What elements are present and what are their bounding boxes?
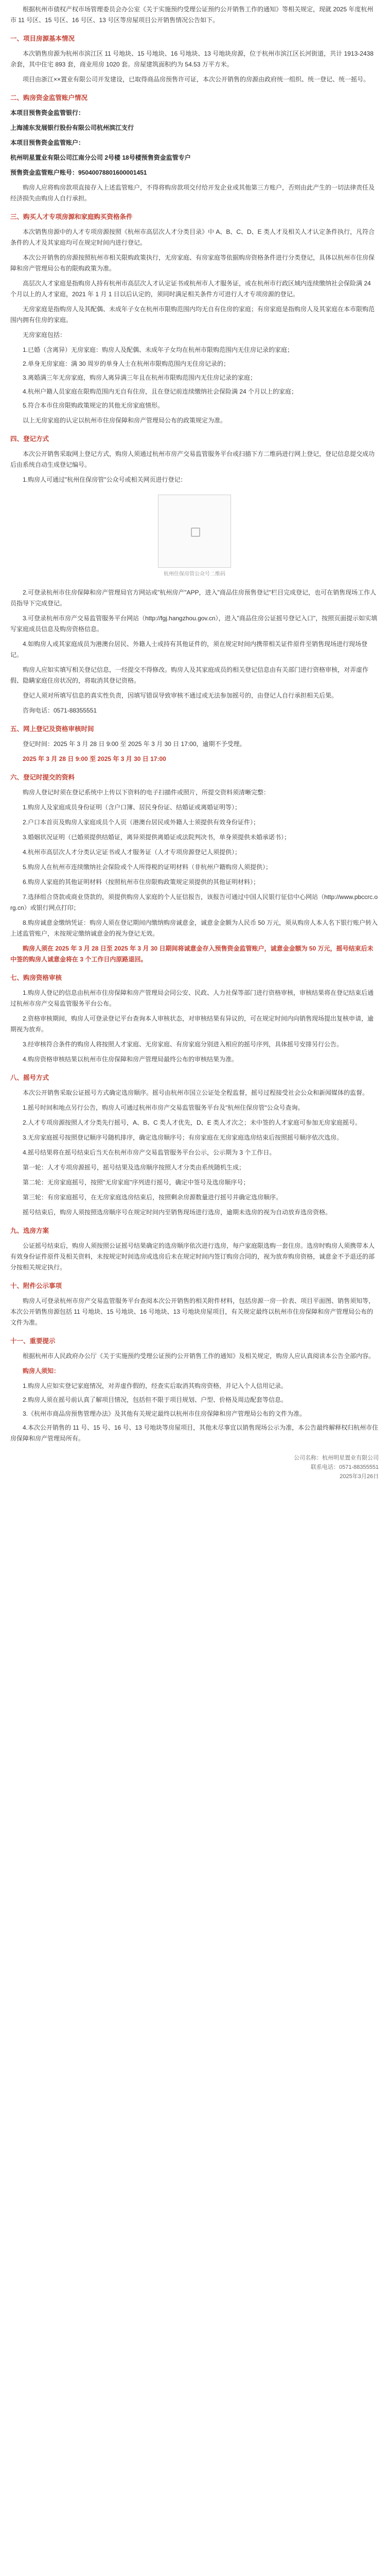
list-item: 4.本次公开销售的 11 号、15 号、16 号、13 号地块等房屋项目，其他未尽事宜以销售现场公示为准，本公告最终解释权归杭州市住房保障和房产管理局所有。: [10, 1424, 379, 1442]
section-5-para: 登记时间：2025 年 3 月 28 日 9:00 至 2025 年 3 月 30 日 17:00，逾期不予受理。: [23, 740, 246, 748]
section-7-para: 1.购房人登记的信息由杭州市住房保障和房产管理局会同公安、民政、人力社保等部门进行资格审核，审核结果将在登记结束后通过杭州市房产交易监管服务平台公布。: [10, 989, 374, 1007]
section-6-para: 7.选择组合贷款或商业贷款的，须提供购房人家庭的个人征信报告，该报告可通过中国人民银行征信中心网站（http://www.pbccrc.org.cn）或银行网点打印；: [10, 893, 378, 911]
section-2-note: 购房人应将购房款项直接存入上述监管账户，不得将购房款项交付给开发企业或其他第三方账户，否则由此产生的一切法律责任及经济损失由购房人自行承担。: [10, 184, 375, 202]
section-6-para: 1.购房人及家庭成员身份证明（含户口簿、居民身份证、结婚证或离婚证明等）；: [23, 804, 241, 811]
section-6-para: 购房人登记时须在登记系统中上传以下资料的电子扫描件或照片，所提交资料须清晰完整：: [23, 789, 270, 796]
section-4-para: 1.购房人可通过"杭州住保房管"公众号或相关网页进行登记：: [23, 476, 187, 483]
notice-list: [10, 1381, 379, 1444]
list-item: 1.购房人应如实登记家庭情况，对弄虚作假的，经查实后取消其购房资格，并记入个人信用记录。: [23, 1382, 288, 1389]
list-item: 1.已婚（含离异）无房家庭：购房人及配偶、未成年子女均在杭州市限购范围内无住房记录的家庭；: [23, 346, 294, 353]
section-11-title: 十一、重要提示: [10, 1337, 56, 1345]
no-house-family-list: [10, 345, 379, 411]
section-1-title: 一、项目房源基本情况: [10, 35, 75, 42]
section-10-para: 购房人可登录杭州市房产交易监管服务平台查阅本次公开销售的相关附件材料，包括房源一房一价表、项目平面图、销售须知等，本次公开销售房源包括 11 号地块、15 号地块、16 号地块、13 号地块房屋项目，有关规定最终以杭州市住房保障和房产管理局公布的文件为准。: [10, 1297, 375, 1326]
section-4-para: 登记人须对所填写信息的真实性负责，因填写错误导致审核不通过或无法参加摇号的，由登记人自行承担相关后果。: [23, 692, 338, 699]
section-8-para: 4.摇号结果将在摇号结束后当天在杭州市房产交易监管服务平台公示，公示期为 3 个工作日。: [23, 1149, 276, 1156]
section-4-para: 本次公开销售采取网上登记方式，购房人须通过杭州市房产交易监管服务平台或扫描下方二维码进行网上登记，登记信息提交成功后由系统自动生成登记编号。: [10, 450, 375, 468]
bank-name: 上海浦东发展银行股份有限公司杭州滨江支行: [10, 124, 134, 131]
account-label: 本项目预售资金监管账户：: [10, 139, 85, 146]
section-3-tail: 以上无房家庭的认定以杭州市住房保障和房产管理局公布的政策规定为准。: [23, 417, 227, 424]
section-4-para: 3.可登录杭州市房产交易监管服务平台网站（http://fgj.hangzhou.gov.cn），进入"商品住房公证摇号登记入口"，按照页面提示如实填写家庭成员信息及购房资格信息。: [10, 615, 378, 633]
list-item: 4.杭州户籍人员家庭在限购范围内无自有住房，且在登记前连续缴纳社会保险满 24 个月以上的家庭；: [23, 388, 298, 395]
section-8-title: 八、摇号方式: [10, 1074, 49, 1081]
section-9-title: 九、选房方案: [10, 1227, 49, 1234]
section-7-para: 2.资格审核期间，购房人可登录登记平台查询本人审核状态，对审核结果有异议的，可在规定时间内向销售现场提出复核申请，逾期视为放弃。: [10, 1015, 374, 1033]
section-8-para: 3.无房家庭摇号按照登记顺序号随机排序，确定选房顺序号；有房家庭在无房家庭选房结束后按照摇号顺序依次选房。: [23, 1134, 343, 1141]
section-3-list-title: 无房家庭包括：: [23, 331, 66, 338]
section-11-list-title: 购房人须知：: [23, 1367, 60, 1375]
section-9-para: 公证摇号结束后，购房人须按照公证摇号结果确定的选房顺序依次进行选房，每户家庭限选购一套住房。选房时购房人须携带本人有效身份证件原件及相关资料，未按规定时间选房或选房后未在规定时间内签订购房合同的，视为放弃购房资格，诚意金不予退还的部分按相关规定执行。: [10, 1242, 375, 1271]
section-4-para: 4.如购房人或其家庭成员为港澳台居民、外籍人士或持有其他证件的，须在规定时间内携带相关证件原件至销售现场进行现场登记。: [10, 640, 368, 658]
list-item: 2.购房人须在摇号前认真了解项目情况，包括但不限于项目规划、户型、价格及周边配套等信息。: [23, 1396, 288, 1403]
section-8-para: 第三轮：有房家庭摇号，在无房家庭选房结束后，按照剩余房源数量进行摇号并确定选房顺序。: [23, 1194, 282, 1201]
account-name: 杭州明星置业有限公司江南分公司 2号楼 18号楼预售资金监管专户: [10, 154, 191, 161]
section-6-para: 6.购房人家庭的其他证明材料（按照杭州市住房限购政策规定须提供的其他证明材料）；: [23, 878, 260, 886]
announcement-date: 2025年3月26日: [340, 1473, 379, 1480]
intro-paragraph: 根据杭州市债权产权市场管理委员会办公室《关于实施预约受理公证预约公开销售工作的通知》等相关规定，现就 2025 年度杭州市 11 号区、15 号区、16 号区、13 号区等房屋项目公开销售情况公告如下。: [10, 6, 374, 24]
list-item: 3.《杭州市商品房预售管理办法》及其他有关规定最终以杭州市住房保障和房产管理局公布的文件为准。: [23, 1410, 306, 1417]
section-7-title: 七、购房资格审核: [10, 974, 62, 981]
section-8-para: 2.人才专项房源按照人才分类先行摇号，A、B、C 类人才优先，D、E 类人才次之；未中签的人才家庭可参加无房家庭摇号。: [23, 1119, 362, 1126]
section-8-para: 第一轮：人才专项房源摇号，摇号结果及选房顺序按照人才分类由系统随机生成；: [23, 1164, 245, 1171]
section-8-para: 摇号结束后，购房人须按照选房顺序号在规定时间内至销售现场进行选房，逾期未选房的视为自动放弃选房资格。: [23, 1209, 332, 1216]
image-placeholder-icon: [191, 528, 200, 537]
section-2-title: 二、购房资金监管账户情况: [10, 94, 88, 101]
signature-block: [10, 1453, 379, 1481]
deposit-notice: 购房人须在 2025 年 3 月 28 日至 2025 年 3 月 30 日期间将诚意金存入预售资金监管账户，诚意金金额为 50 万元，摇号结束后未中签的购房人诚意金将在 3 个工作日内原路退回。: [10, 945, 374, 963]
consult-hotline: 咨询电话：0571-88355551: [23, 707, 97, 714]
account-number: 预售资金监管账户账号：95040078801600001451: [10, 169, 147, 176]
section-6-para: 2.户口本首页及购房人家庭成员个人页（港澳台居民或外籍人士须提供有效身份证件）；: [23, 819, 260, 826]
section-8-para: 本次公开销售采取公证摇号方式确定选房顺序。摇号由杭州市国立公证处全程监督，摇号过程接受社会公众和新闻媒体的监督。: [23, 1089, 369, 1096]
section-3-para: 本次公开销售的房源按照杭州市相关限购政策执行，无房家庭、有房家庭等依据购房资格条件进行分类登记，具体以杭州市住房保障和房产管理局公布的限购政策为准。: [10, 254, 375, 272]
section-10-title: 十、附件公示事项: [10, 1282, 62, 1290]
list-item: 2.单身无房家庭：满 30 周岁的单身人士在杭州市限购范围内无住房记录的；: [23, 360, 230, 367]
contact-phone: 联系电话：0571-88355551: [310, 1464, 379, 1470]
company-name: 公司名称：杭州明星置业有限公司: [294, 1455, 379, 1461]
section-7-para: 4.购房资格审核结果以杭州市住房保障和房产管理局最终公布的审核结果为准。: [23, 1056, 238, 1063]
list-item: 5.符合本市住房限购政策规定的其他无房家庭情形。: [23, 402, 164, 409]
section-5-title: 五、网上登记及资格审核时间: [10, 725, 94, 733]
section-3-para: 本次销售房源中的人才专项房源按照《杭州市高层次人才分类目录》中 A、B、C、D、E 类人才及相关人才认定条件执行，凡符合条件的人才及其家庭均可在规定时间内进行登记。: [10, 228, 375, 246]
bank-label: 本项目预售资金监管银行：: [10, 109, 85, 116]
section-11-para: 根据杭州市人民政府办公厅《关于实施预约受理公证预约公开销售工作的通知》及相关规定，购房人应认真阅读本公告全部内容。: [23, 1352, 375, 1360]
list-item: 3.离婚满三年无房家庭，购房人离异满三年且在杭州市限购范围内无住房记录的家庭；: [23, 374, 257, 381]
qr-code-block: [10, 495, 379, 578]
section-8-para: 第二轮：无房家庭摇号，按照"无房家庭"序列进行摇号，确定中签号及选房顺序号；: [23, 1179, 250, 1186]
section-6-para: 4.杭州市高层次人才分类认定证书或人才服务证（人才专项房源登记人须提供）；: [23, 849, 241, 856]
section-4-para: 购房人应如实填写相关登记信息，一经提交不得修改。购房人及其家庭成员的相关登记信息由有关部门进行资格审核，对弄虚作假、隐瞒家庭住房状况的，将取消其登记资格。: [10, 666, 369, 684]
section-3-para: 无房家庭是指购房人及其配偶、未成年子女在杭州市限购范围内均无自有住房的家庭；有房家庭是指购房人及其家庭在本市限购范围内拥有住房的家庭。: [10, 306, 375, 324]
section-1-para: 项目由浙江××置业有限公司开发建设，已取得商品房预售许可证，本次公开销售的房源由政府统一组织、统一登记、统一摇号。: [23, 76, 370, 83]
qr-code-caption: 杭州住保房管公众号二维码: [164, 571, 225, 577]
section-6-para: 5.购房人在杭州市连续缴纳社会保险或个人所得税的证明材料（非杭州户籍购房人须提供）；: [23, 863, 272, 871]
section-4-para: 2.可登录杭州市住房保障和房产管理局官方网站或"杭州房产"APP，进入"商品住房预售登记"栏目完成登记，也可在销售现场工作人员指导下完成登记。: [10, 589, 377, 607]
section-6-para: 8.购房诚意金缴纳凭证：购房人须在登记期间内缴纳购房诚意金，诚意金金额为人民币 50 万元，须从购房人本人名下银行账户转入上述监管账户，未按规定缴纳诚意金的视为登记无效。: [10, 919, 378, 937]
section-3-para: 高层次人才家庭是指购房人持有杭州市高层次人才认定证书或杭州市人才服务证，或在杭州市行政区域内连续缴纳社会保险满 24 个月以上的人才家庭，2021 年 1 月 1 日以后认定的，须同时满足相关条件方可进行人才专项房源的登记。: [10, 280, 371, 298]
section-1-para: 本次销售房源为杭州市滨江区 11 号地块、15 号地块、16 号地块、13 号地块房源，位于杭州市滨江区长河街道，共计 1913-2438 余套，其中住宅 893 套，商业用房 1020 套。房屋建筑面积约为 54.53 万平方米。: [10, 50, 374, 68]
section-6-title: 六、登记时提交的资料: [10, 774, 75, 781]
section-6-para: 3.婚姻状况证明（已婚须提供结婚证，离异须提供离婚证或法院判决书，单身须提供未婚承诺书）；: [23, 834, 291, 841]
section-4-title: 四、登记方式: [10, 435, 49, 443]
qr-code-image[interactable]: [158, 495, 231, 568]
section-3-title: 三、购买人才专项房源和家庭购买资格条件: [10, 213, 133, 221]
registration-date: 2025 年 3 月 28 日 9:00 至 2025 年 3 月 30 日 17:00: [23, 755, 166, 762]
section-8-para: 1.摇号时间和地点另行公告，购房人可通过杭州市房产交易监管服务平台及"杭州住保房管"公众号查询。: [23, 1104, 304, 1111]
section-7-para: 3.经审核符合条件的购房人将按照人才家庭、无房家庭、有房家庭分别进入相应的摇号序列，具体摇号安排另行公告。: [23, 1041, 343, 1048]
